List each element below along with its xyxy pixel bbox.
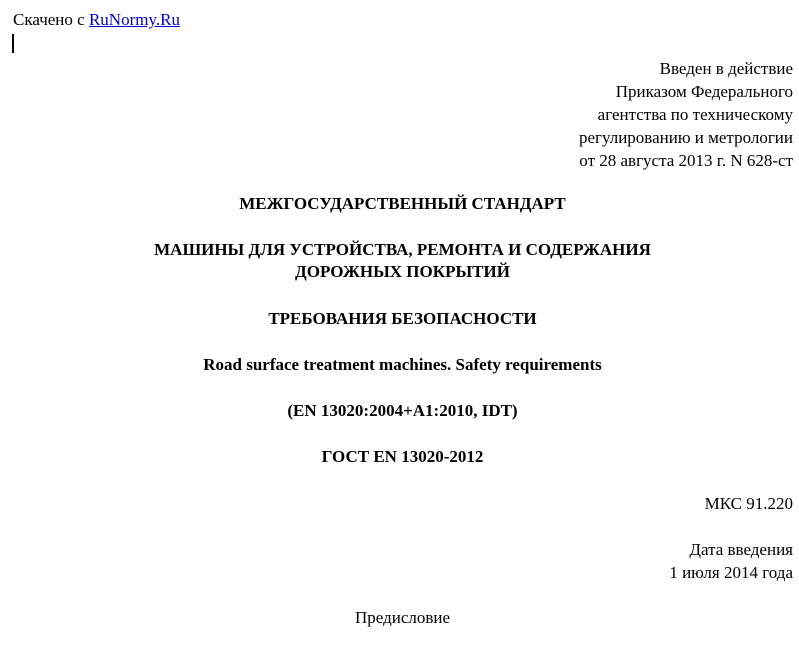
source-prefix: Скачено с [13,10,89,29]
approval-line: агентства по техническому [597,105,793,124]
equivalence-note: (EN 13020:2004+A1:2010, IDT) [287,401,518,420]
runormy-link[interactable]: RuNormy.Ru [88,10,180,29]
approval-line: Приказом Федерального [615,82,793,101]
introduction-date-value: 1 июля 2014 года [669,563,793,582]
standard-title [0,239,799,283]
approval-line: регулированию и метрологии [578,128,793,147]
approval-line: от 28 августа 2013 г. N 628-ст [579,151,793,170]
approval-line: Введен в действие [659,59,793,78]
introduction-date-block [669,538,793,584]
mks-code: МКС 91.220 [704,494,793,513]
standard-subtitle: ТРЕБОВАНИЯ БЕЗОПАСНОСТИ [268,309,537,328]
standard-title-line1: МАШИНЫ ДЛЯ УСТРОЙСТВА, РЕМОНТА И СОДЕРЖАНИЯ [154,240,651,259]
standard-title-line2: ДОРОЖНЫХ ПОКРЫТИЙ [295,262,510,281]
standard-designation: ГОСТ EN 13020-2012 [321,447,484,466]
english-title: Road surface treatment machines. Safety requirements [203,355,602,374]
approval-block [579,57,793,172]
standard-kind-heading: МЕЖГОСУДАРСТВЕННЫЙ СТАНДАРТ [239,194,566,213]
source-line [13,9,180,30]
text-caret [12,34,14,53]
introduction-date-label: Дата введения [689,540,793,559]
preface-heading: Предисловие [354,608,451,627]
